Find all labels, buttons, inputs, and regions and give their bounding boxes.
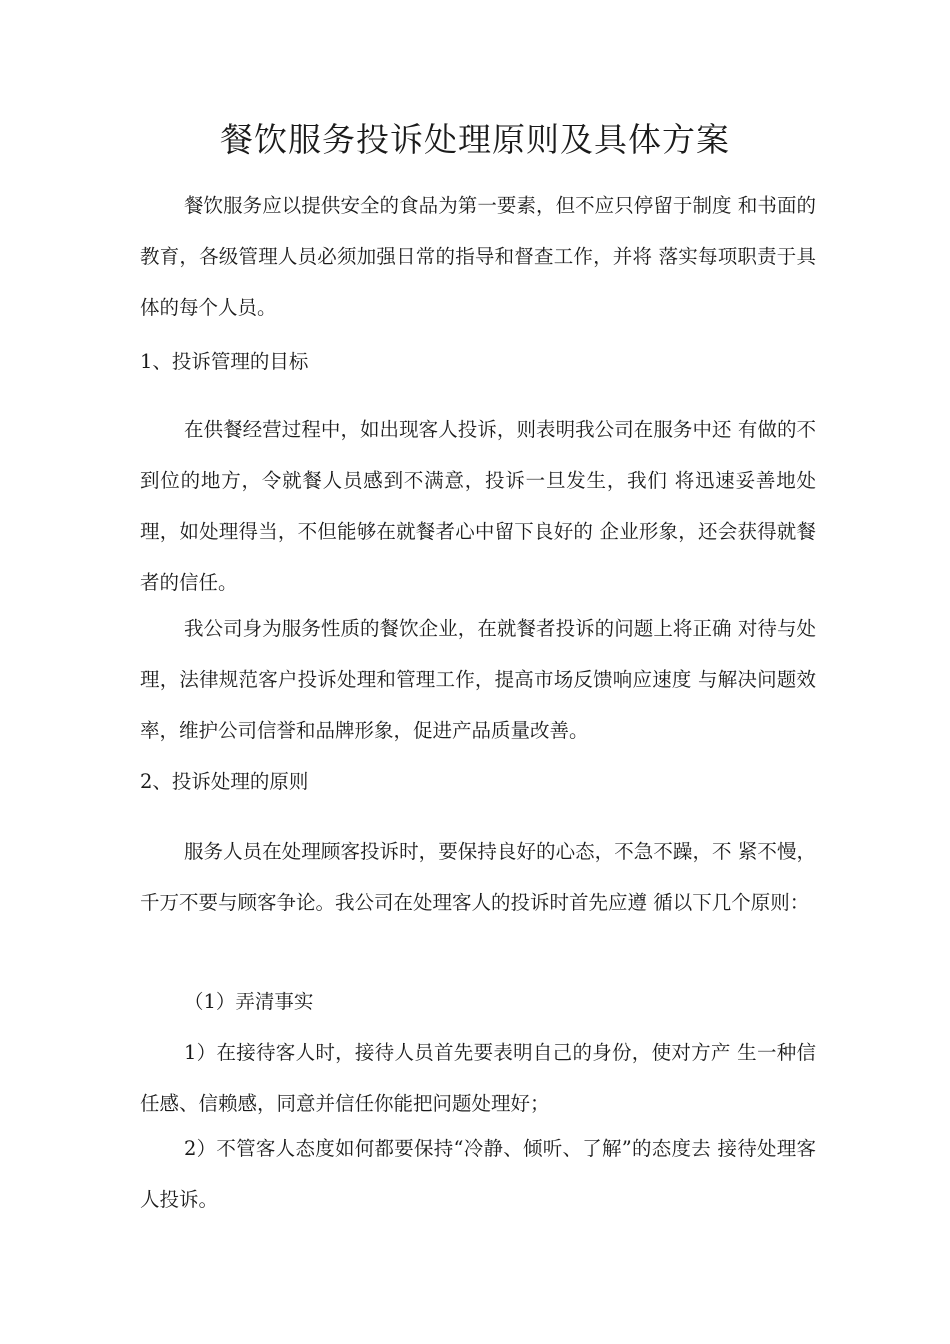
section-2-paragraph-1: 服务人员在处理顾客投诉时，要保持良好的心态，不急不躁，不 紧不慢，千万不要与顾客争论。我公司在处理客人的投诉时首先应遵 循以下几个原则： xyxy=(140,840,816,914)
section-2-heading: 2、投诉处理的原则 xyxy=(140,770,309,793)
page-title: 餐饮服务投诉处理原则及具体方案 xyxy=(220,120,730,159)
section-2-item-1: 1）在接待客人时，接待人员首先要表明自己的身份，使对方产 生一种信任感、信赖感，同意并信任你能把问题处理好； xyxy=(140,1041,816,1115)
section-1-heading: 1、投诉管理的目标 xyxy=(140,350,309,373)
section-2-subheading: （1）弄清事实 xyxy=(184,990,314,1013)
intro-paragraph: 餐饮服务应以提供安全的食品为第一要素，但不应只停留于制度 和书面的教育，各级管理人员必须加强日常的指导和督查工作，并将 落实每项职责于具体的每个人员。 xyxy=(140,194,816,319)
section-1-paragraph-2: 我公司身为服务性质的餐饮企业，在就餐者投诉的问题上将正确 对待与处理，法律规范客户投诉处理和管理工作，提高市场反馈响应速度 与解决问题效率，维护公司信誉和品牌形象，促进产品质量改善。 xyxy=(140,617,816,742)
section-1-paragraph-1: 在供餐经营过程中，如出现客人投诉，则表明我公司在服务中还 有做的不到位的地方，令就餐人员感到不满意，投诉一旦发生，我们 将迅速妥善地处理，如处理得当，不但能够在就餐者心中留下良好的 企业形象，还会获得就餐者的信任。 xyxy=(140,418,816,594)
section-2-item-2: 2）不管客人态度如何都要保持“冷静、倾听、了解”的态度去 接待处理客人投诉。 xyxy=(140,1137,816,1211)
